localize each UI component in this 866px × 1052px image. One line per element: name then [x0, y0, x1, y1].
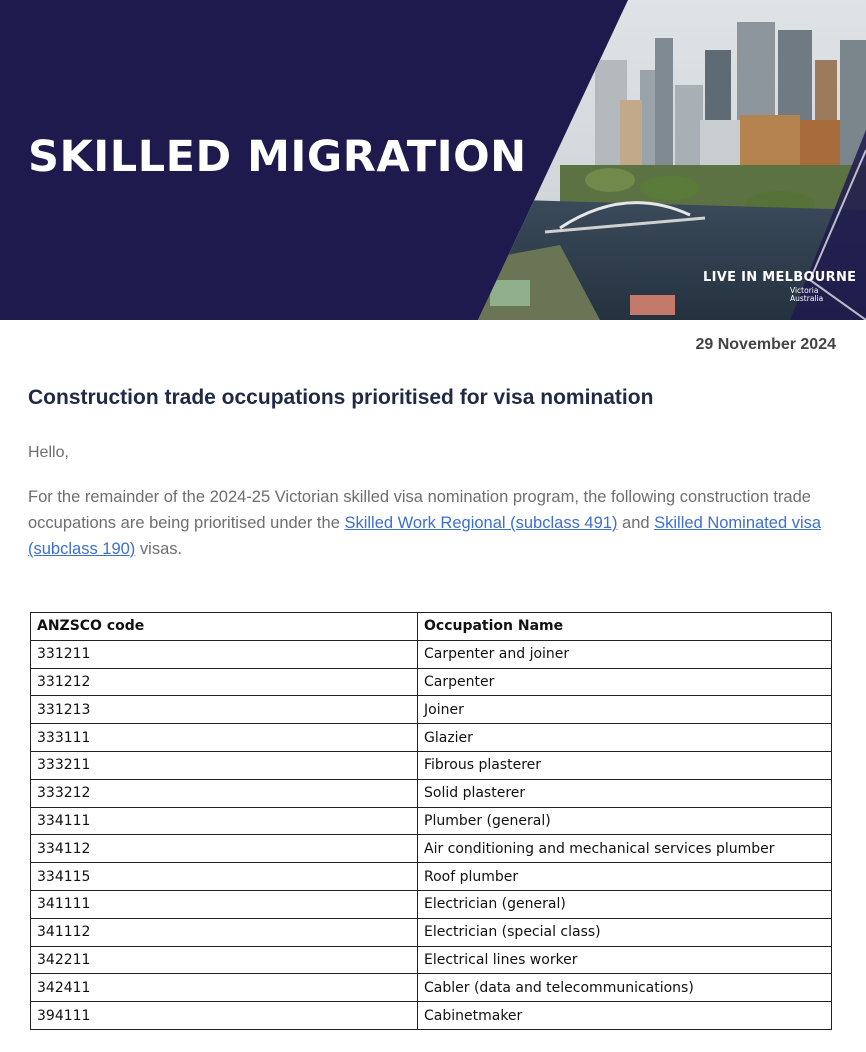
- intro-text-middle: and: [617, 514, 655, 532]
- brand-subtitle: Victoria Australia: [790, 286, 824, 303]
- table-body: [31, 640, 832, 1029]
- occupation-name-cell: Plumber (general): [418, 807, 832, 835]
- occupation-name-cell: Solid plasterer: [418, 779, 832, 807]
- anzsco-code-cell: 333212: [31, 779, 418, 807]
- table-row: [31, 807, 832, 835]
- anzsco-code-cell: 334112: [31, 835, 418, 863]
- anzsco-code-cell: 333211: [31, 751, 418, 779]
- anzsco-code-cell: 394111: [31, 1002, 418, 1030]
- occupation-table: [30, 612, 832, 1030]
- occupation-name-cell: Electrician (general): [418, 890, 832, 918]
- anzsco-code-cell: 331213: [31, 696, 418, 724]
- table-row: [31, 890, 832, 918]
- table-row: [31, 668, 832, 696]
- occupation-name-cell: Fibrous plasterer: [418, 751, 832, 779]
- occupation-name-cell: Electrician (special class): [418, 918, 832, 946]
- anzsco-code-cell: 334111: [31, 807, 418, 835]
- table-row: [31, 974, 832, 1002]
- table-row: [31, 751, 832, 779]
- occupation-name-cell: Roof plumber: [418, 863, 832, 891]
- occupation-name-cell: Air conditioning and mechanical services plumber: [418, 835, 832, 863]
- table-row: [31, 696, 832, 724]
- anzsco-code-cell: 342411: [31, 974, 418, 1002]
- anzsco-code-cell: 341112: [31, 918, 418, 946]
- occupation-name-cell: Carpenter and joiner: [418, 640, 832, 668]
- column-header-code: ANZSCO code: [31, 613, 418, 641]
- anzsco-code-cell: 331212: [31, 668, 418, 696]
- table-row: [31, 724, 832, 752]
- table-row: [31, 779, 832, 807]
- anzsco-code-cell: 333111: [31, 724, 418, 752]
- live-in-melbourne-logo: LIVE IN MELBOURNE: [703, 270, 857, 285]
- intro-text-start: For the remainder of the 2024-25 Victorian skilled visa nomination program, the following construction trade occupations are being prioritised under the: [28, 488, 811, 532]
- occupation-name-cell: Carpenter: [418, 668, 832, 696]
- anzsco-code-cell: 331211: [31, 640, 418, 668]
- anzsco-code-cell: 334115: [31, 863, 418, 891]
- intro-paragraph: [28, 484, 828, 562]
- link-subclass-190[interactable]: Skilled Nominated visa (subclass 190): [28, 514, 822, 558]
- occupation-name-cell: Electrical lines worker: [418, 946, 832, 974]
- table-header-row: [31, 613, 832, 641]
- link-subclass-491[interactable]: Skilled Work Regional (subclass 491): [344, 514, 618, 532]
- anzsco-code-cell: 341111: [31, 890, 418, 918]
- table-row: [31, 640, 832, 668]
- table-row: [31, 863, 832, 891]
- table-row: [31, 835, 832, 863]
- intro-text-end: visas.: [135, 540, 183, 558]
- banner-title: SKILLED MIGRATION: [28, 132, 527, 182]
- email-date: 29 November 2024: [695, 336, 836, 353]
- table-row: [31, 1002, 832, 1030]
- occupation-name-cell: Joiner: [418, 696, 832, 724]
- occupation-name-cell: Cabinetmaker: [418, 1002, 832, 1030]
- table-row: [31, 918, 832, 946]
- column-header-occupation: Occupation Name: [418, 613, 832, 641]
- email-headline: Construction trade occupations prioritised for visa nomination: [28, 386, 654, 409]
- occupation-name-cell: Cabler (data and telecommunications): [418, 974, 832, 1002]
- anzsco-code-cell: 342211: [31, 946, 418, 974]
- table-row: [31, 946, 832, 974]
- header-banner: [0, 0, 866, 320]
- greeting: Hello,: [28, 444, 69, 461]
- occupation-name-cell: Glazier: [418, 724, 832, 752]
